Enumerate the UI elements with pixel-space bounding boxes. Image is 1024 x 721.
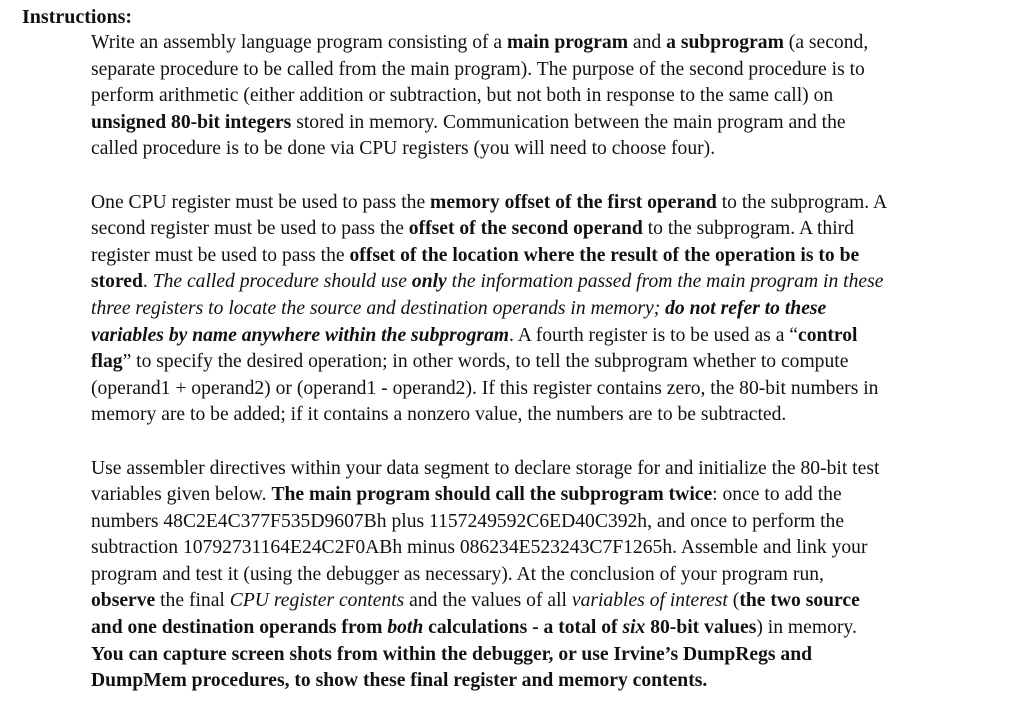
line: subtraction 10792731164E24C2F0ABh minus 086234E523243C7F1265h. Assemble and link your	[91, 537, 868, 559]
line: three registers to locate the source and destination operands in memory; do not refer to these	[91, 297, 827, 319]
line: (operand1 + operand2) or (operand1 - operand2). If this register contains zero, the 80-bit numbers in	[91, 377, 879, 399]
line: and one destination operands from both calculations - a total of six 80-bit values) in memory.	[91, 617, 857, 639]
line: numbers 48C2E4C377F535D9607Bh plus 1157249592C6ED40C392h, and once to perform the	[91, 510, 845, 532]
line: observe the final CPU register contents and the values of all variables of interest (the two source	[91, 590, 860, 612]
instructions-heading: Instructions:	[22, 6, 133, 28]
line: program and test it (using the debugger as necessary). At the conclusion of your program run,	[91, 563, 824, 585]
line: register must be used to pass the offset of the location where the result of the operation is to be	[91, 244, 860, 266]
line: memory are to be added; if it contains a nonzero value, the numbers are to be subtracted.	[91, 404, 787, 426]
line: variables by name anywhere within the subprogram. A fourth register is to be used as a “control	[91, 324, 858, 346]
paragraph-test-data	[91, 456, 1011, 695]
line: perform arithmetic (either addition or subtraction, but not both in response to the same call) on	[91, 85, 834, 107]
paragraph-overview	[91, 30, 1011, 163]
line: separate procedure to be called from the main program). The purpose of the second procedure is to	[91, 58, 865, 80]
line: unsigned 80-bit integers stored in memory. Communication between the main program and the	[91, 111, 846, 133]
line: flag” to specify the desired operation; in other words, to tell the subprogram whether to compute	[91, 351, 849, 373]
line: DumpMem procedures, to show these final register and memory contents.	[91, 670, 708, 692]
line: You can capture screen shots from within the debugger, or use Irvine’s DumpRegs and	[91, 643, 813, 665]
line: Write an assembly language program consisting of a main program and a subprogram (a second,	[91, 32, 869, 53]
line: One CPU register must be used to pass the memory offset of the first operand to the subprogram. A	[91, 191, 888, 213]
line: second register must be used to pass the offset of the second operand to the subprogram. A third	[91, 218, 854, 240]
line: called procedure is to be done via CPU registers (you will need to choose four).	[91, 138, 716, 160]
instructions-body	[91, 30, 1011, 721]
line: variables given below. The main program should call the subprogram twice: once to add the	[91, 484, 842, 506]
line: Use assembler directives within your data segment to declare storage for and initialize the 80-bit test	[91, 457, 880, 479]
line: stored. The called procedure should use only the information passed from the main program in these	[91, 271, 884, 293]
paragraph-registers	[91, 190, 1011, 429]
